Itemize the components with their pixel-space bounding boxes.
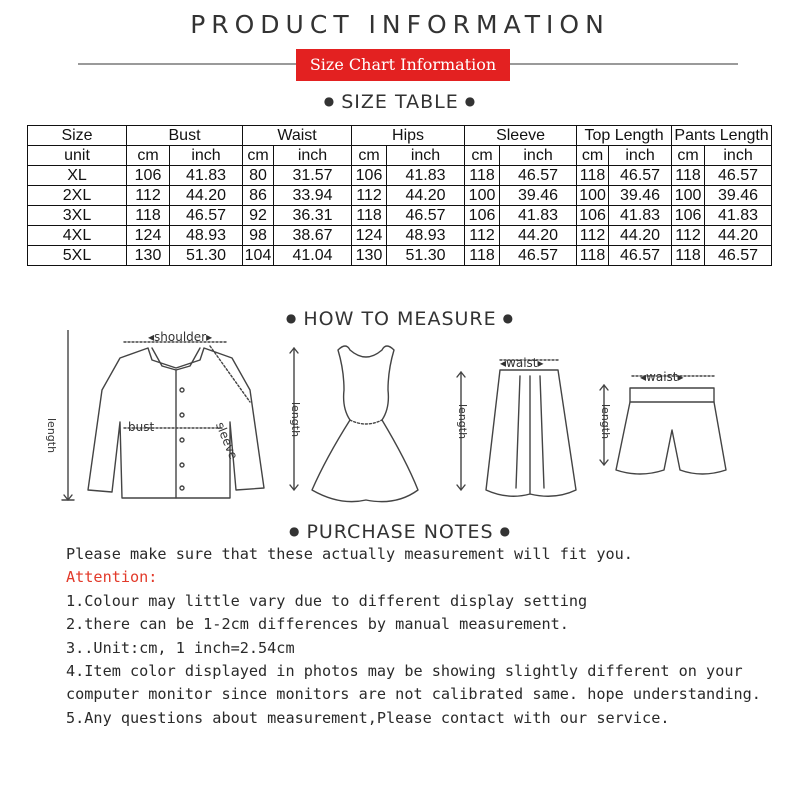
column-header: Hips bbox=[352, 126, 465, 146]
size-table-header-row bbox=[28, 126, 772, 146]
shorts-length-label: length bbox=[599, 404, 612, 440]
table-cell: 118 bbox=[465, 166, 500, 186]
unit-cell: inch bbox=[274, 146, 352, 166]
how-to-measure-heading: ● HOW TO MEASURE ● bbox=[285, 308, 515, 330]
table-cell: 118 bbox=[672, 166, 705, 186]
table-cell: 46.57 bbox=[609, 166, 672, 186]
sleeve-label: sleeve bbox=[213, 420, 241, 462]
table-cell: 118 bbox=[577, 246, 609, 266]
size-chart-badge: Size Chart Information bbox=[296, 49, 510, 81]
table-cell: 44.20 bbox=[705, 226, 772, 246]
skirt-waist-label-text: waist bbox=[506, 356, 538, 370]
skirt-length-label: length bbox=[456, 404, 469, 440]
bust-label: bust bbox=[128, 420, 155, 434]
table-cell: 33.94 bbox=[274, 186, 352, 206]
table-cell: 36.31 bbox=[274, 206, 352, 226]
size-cell: XL bbox=[28, 166, 127, 186]
unit-cell: inch bbox=[387, 146, 465, 166]
table-row bbox=[28, 246, 772, 266]
table-cell: 46.57 bbox=[500, 166, 577, 186]
table-cell: 41.83 bbox=[609, 206, 672, 226]
table-cell: 46.57 bbox=[170, 206, 243, 226]
purchase-notes-heading-text: PURCHASE NOTES bbox=[306, 521, 494, 543]
table-cell: 38.67 bbox=[274, 226, 352, 246]
table-cell: 106 bbox=[577, 206, 609, 226]
table-cell: 118 bbox=[577, 166, 609, 186]
shirt-length-label: length bbox=[45, 418, 58, 454]
table-cell: 118 bbox=[352, 206, 387, 226]
table-cell: 106 bbox=[672, 206, 705, 226]
note-item: 4.Item color displayed in photos may be showing slightly different on your bbox=[66, 661, 743, 680]
unit-cell: inch bbox=[170, 146, 243, 166]
table-cell: 106 bbox=[127, 166, 170, 186]
unit-cell: cm bbox=[127, 146, 170, 166]
note-item: computer monitor since monitors are not calibrated same. hope understanding. bbox=[66, 685, 761, 704]
size-table bbox=[27, 125, 772, 266]
table-cell: 46.57 bbox=[609, 246, 672, 266]
unit-cell: inch bbox=[609, 146, 672, 166]
table-cell: 112 bbox=[352, 186, 387, 206]
table-cell: 106 bbox=[352, 166, 387, 186]
table-cell: 112 bbox=[577, 226, 609, 246]
note-item: 5.Any questions about measurement,Please contact with our service. bbox=[66, 708, 670, 727]
skirt-diagram-icon bbox=[457, 360, 576, 496]
table-cell: 100 bbox=[577, 186, 609, 206]
unit-cell: cm bbox=[672, 146, 705, 166]
table-cell: 100 bbox=[465, 186, 500, 206]
table-cell: 118 bbox=[672, 246, 705, 266]
table-cell: 41.83 bbox=[387, 166, 465, 186]
attention-label: Attention: bbox=[66, 568, 158, 587]
dress-length-label: length bbox=[289, 402, 302, 438]
column-header: Bust bbox=[127, 126, 243, 146]
table-cell: 124 bbox=[127, 226, 170, 246]
table-cell: 41.83 bbox=[705, 206, 772, 226]
table-cell: 46.57 bbox=[705, 166, 772, 186]
shorts-waist-label: ◂waist▸ bbox=[640, 370, 684, 384]
note-item: 1.Colour may little vary due to different display setting bbox=[66, 591, 588, 610]
table-cell: 44.20 bbox=[387, 186, 465, 206]
table-cell: 106 bbox=[465, 206, 500, 226]
table-cell: 86 bbox=[243, 186, 274, 206]
column-header: Sleeve bbox=[465, 126, 577, 146]
shorts-waist-label-text: waist bbox=[646, 370, 678, 384]
notes-intro: Please make sure that these actually measurement will fit you. bbox=[66, 545, 633, 563]
table-cell: 44.20 bbox=[170, 186, 243, 206]
table-cell: 39.46 bbox=[609, 186, 672, 206]
unit-cell: inch bbox=[705, 146, 772, 166]
shorts-diagram-icon bbox=[600, 376, 726, 474]
column-header: Pants Length bbox=[672, 126, 772, 146]
table-cell: 80 bbox=[243, 166, 274, 186]
table-cell: 118 bbox=[465, 246, 500, 266]
column-header: Waist bbox=[243, 126, 352, 146]
size-cell: 2XL bbox=[28, 186, 127, 206]
table-cell: 46.57 bbox=[387, 206, 465, 226]
unit-cell: cm bbox=[352, 146, 387, 166]
table-cell: 51.30 bbox=[387, 246, 465, 266]
shoulder-label-text: shoulder bbox=[154, 330, 207, 344]
table-cell: 48.93 bbox=[170, 226, 243, 246]
table-cell: 124 bbox=[352, 226, 387, 246]
table-cell: 100 bbox=[672, 186, 705, 206]
shoulder-label: ◂shoulder▸ bbox=[148, 330, 213, 344]
table-row bbox=[28, 166, 772, 186]
table-cell: 39.46 bbox=[500, 186, 577, 206]
table-cell: 112 bbox=[672, 226, 705, 246]
table-cell: 44.20 bbox=[500, 226, 577, 246]
size-cell: 3XL bbox=[28, 206, 127, 226]
size-table-heading: ● SIZE TABLE ● bbox=[323, 91, 477, 113]
page-title: PRODUCT INFORMATION bbox=[190, 10, 610, 39]
unit-cell: cm bbox=[243, 146, 274, 166]
unit-cell: cm bbox=[465, 146, 500, 166]
shirt-diagram-icon bbox=[62, 330, 264, 500]
table-cell: 130 bbox=[352, 246, 387, 266]
purchase-notes bbox=[66, 543, 776, 730]
note-item: 2.there can be 1-2cm differences by manual measurement. bbox=[66, 615, 569, 634]
table-cell: 48.93 bbox=[387, 226, 465, 246]
unit-cell: cm bbox=[577, 146, 609, 166]
table-cell: 41.83 bbox=[170, 166, 243, 186]
table-cell: 104 bbox=[243, 246, 274, 266]
unit-cell: unit bbox=[28, 146, 127, 166]
column-header: Size bbox=[28, 126, 127, 146]
table-cell: 51.30 bbox=[170, 246, 243, 266]
table-row bbox=[28, 206, 772, 226]
size-table-unit-row bbox=[28, 146, 772, 166]
column-header: Top Length bbox=[577, 126, 672, 146]
table-cell: 46.57 bbox=[705, 246, 772, 266]
table-cell: 112 bbox=[127, 186, 170, 206]
table-cell: 41.04 bbox=[274, 246, 352, 266]
table-cell: 39.46 bbox=[705, 186, 772, 206]
unit-cell: inch bbox=[500, 146, 577, 166]
table-cell: 46.57 bbox=[500, 246, 577, 266]
purchase-notes-heading: ● PURCHASE NOTES ● bbox=[288, 521, 512, 543]
note-item: 3..Unit:cm, 1 inch=2.54cm bbox=[66, 638, 295, 657]
dress-diagram-icon bbox=[290, 346, 418, 502]
table-row bbox=[28, 226, 772, 246]
table-cell: 31.57 bbox=[274, 166, 352, 186]
size-cell: 4XL bbox=[28, 226, 127, 246]
table-row bbox=[28, 186, 772, 206]
how-to-measure-heading-text: HOW TO MEASURE bbox=[303, 308, 497, 330]
table-cell: 112 bbox=[465, 226, 500, 246]
table-cell: 41.83 bbox=[500, 206, 577, 226]
table-cell: 44.20 bbox=[609, 226, 672, 246]
table-cell: 130 bbox=[127, 246, 170, 266]
table-cell: 92 bbox=[243, 206, 274, 226]
size-cell: 5XL bbox=[28, 246, 127, 266]
table-cell: 98 bbox=[243, 226, 274, 246]
size-table-heading-text: SIZE TABLE bbox=[341, 91, 459, 113]
skirt-waist-label: ◂waist▸ bbox=[500, 356, 544, 370]
measurement-diagrams bbox=[50, 330, 750, 510]
table-cell: 118 bbox=[127, 206, 170, 226]
